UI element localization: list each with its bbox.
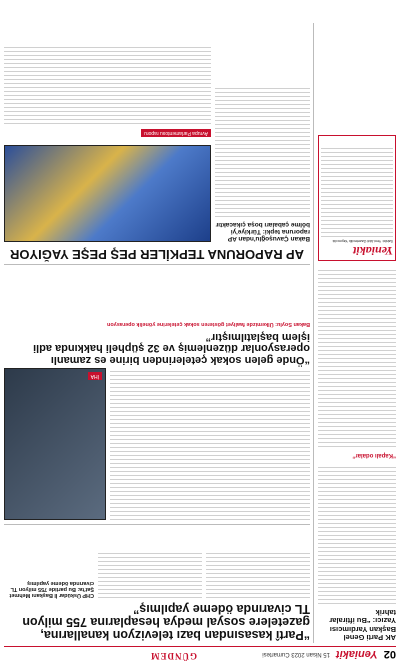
footer-logo: Yeniakit <box>352 244 393 259</box>
footer-imprint-lines <box>321 147 393 237</box>
middle-headline: “Önde gelen sokak çetelerinden birine es zamanlı operasyonlar düzenlemiş ve 32 şüpheli hakkında adli işlem başlatılmıştır” <box>33 330 310 366</box>
section-label: GÜNDEM <box>150 651 197 661</box>
sidebar-body-text-2 <box>318 267 396 447</box>
lead-kicker: CHP Üsküdar İl Başkanı Mehmet Şat'ta: Bu partide 755 milyon TL civarında ödeme yapılmış <box>9 579 94 598</box>
issue-date: 15 Nisan 2023 Cumartesi <box>262 651 330 657</box>
middle-story <box>4 270 310 520</box>
masthead-logo: Yeniakit <box>335 648 378 660</box>
sidebar-headline: AK Parti Genel Başkan Yardımcısı Yazıcı: “Bu iftiralar tahrik <box>329 608 396 642</box>
bottom-body-text-2 <box>4 44 211 124</box>
masthead <box>4 646 396 661</box>
bottom-story <box>4 11 310 261</box>
photo-caption-tag: İHA <box>88 372 102 380</box>
bottom-headline: AP RAPORUNA TEPKİLER PEŞ PEŞE YAĞIYOR <box>9 247 305 262</box>
lead-story <box>4 531 310 641</box>
middle-body-text <box>110 370 310 520</box>
bottom-subhead: Avrupa Parlamentosu raporu <box>141 129 211 137</box>
story-divider <box>4 524 310 525</box>
footer-imprint: Sahibi: Yeni Akit Gazetecilik Yayıncılık <box>332 239 393 244</box>
page-number: 02 <box>383 648 396 660</box>
footer-imprint-box <box>318 135 396 261</box>
politician-photo <box>4 368 106 520</box>
sidebar-subhead: “Kapalı odalar” <box>352 452 396 458</box>
middle-kicker: Bakan Soylu: Ülkemizde faaliyet gösteren sokak çetelerine yönelik operasyon <box>107 321 310 328</box>
lead-headline: “Partî kasasından bazı televizyon kanallarına, gazetelere sosyal medya hesaplarına 755 milyon TL civarında ödeme yapılmış” <box>22 601 310 642</box>
story-divider-2 <box>4 264 310 265</box>
bottom-body-text <box>215 87 310 217</box>
column-divider <box>313 23 314 643</box>
lead-body-text-2 <box>98 552 202 598</box>
flag-photo <box>4 145 211 242</box>
sidebar-column <box>318 41 396 641</box>
sidebar-body-text <box>318 464 396 604</box>
lead-body-text <box>206 552 310 598</box>
bottom-kicker: Bakan Çavuşoğlu'ndan AP raporuna tepki: Türkiye'yi bölme çabaları boşa çıkacaktır <box>215 221 310 243</box>
